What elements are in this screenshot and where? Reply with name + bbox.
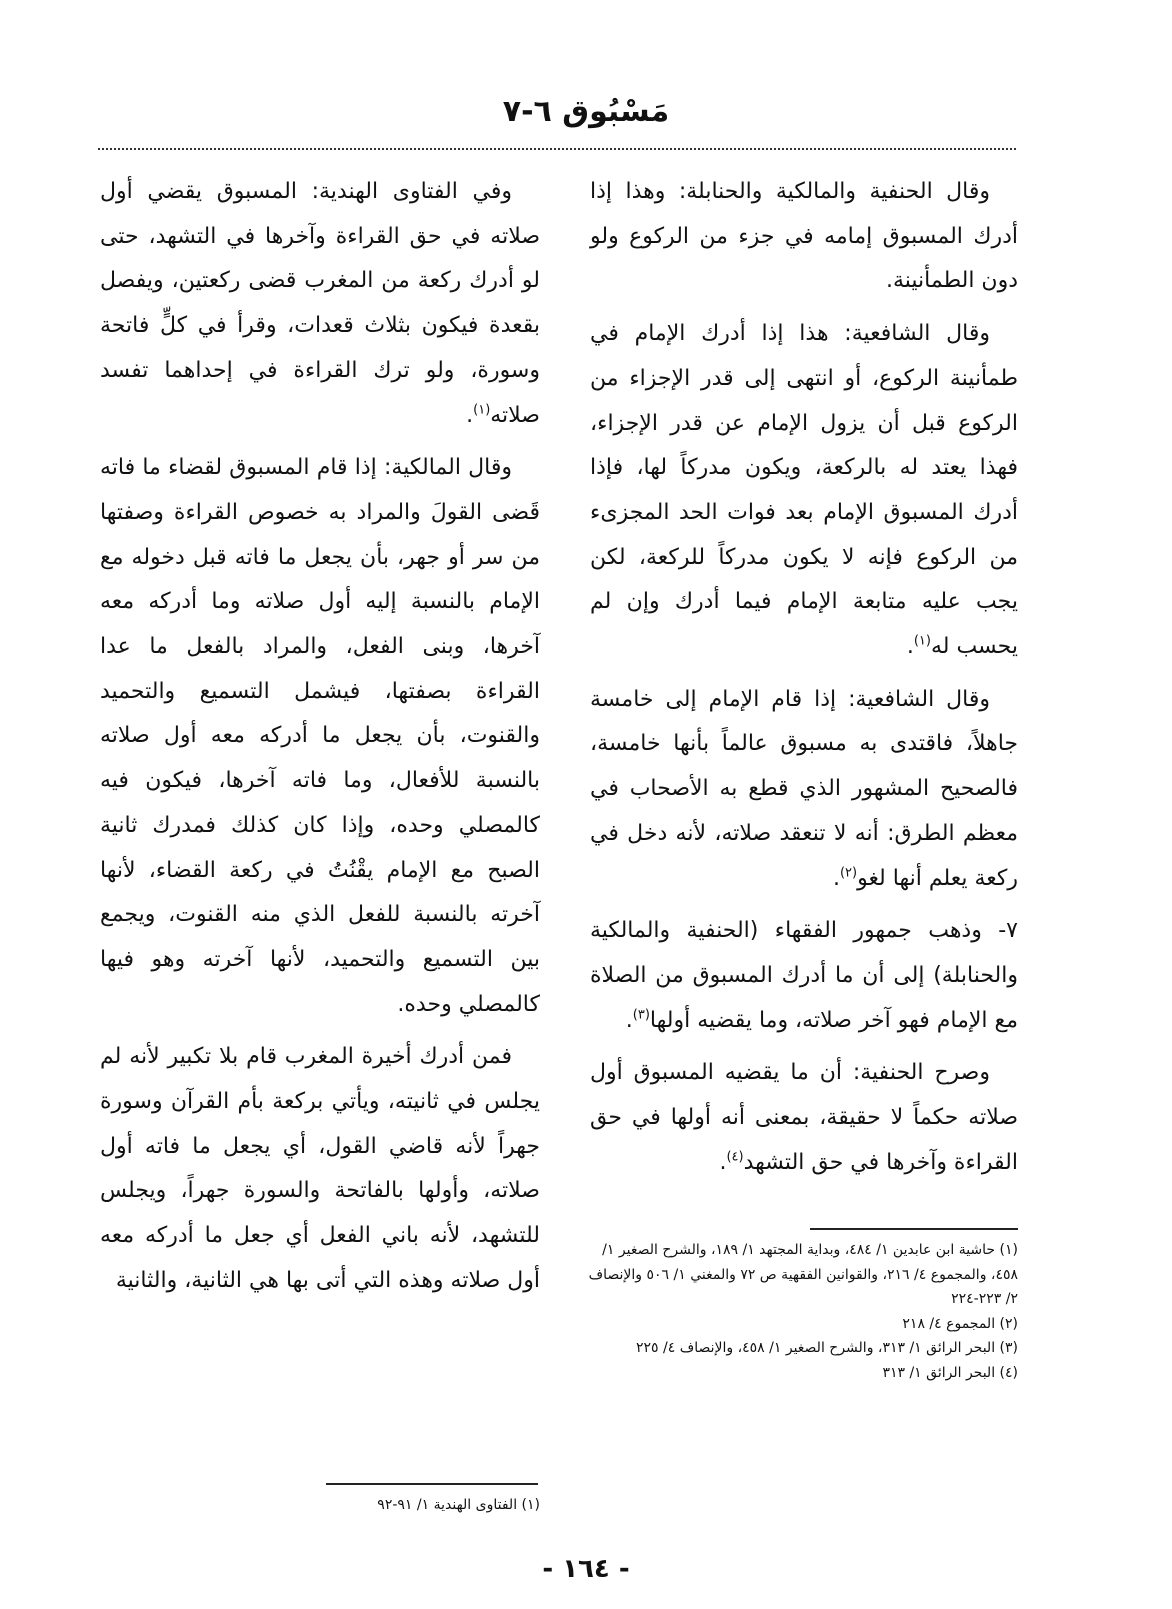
- footnote: (٣) البحر الرائق ١/ ٣١٣، والشرح الصغير ١/ ٤٥٨، والإنصاف ٤/ ٢٢٥: [635, 1340, 1018, 1356]
- footnote-separator: [810, 1228, 1018, 1230]
- footnote: (١) حاشية ابن عابدين ١/ ٤٨٤، وبداية المجتهد ١/ ١٨٩، والشرح الصغير ١/ ٤٥٨، والمجموع ٤/ ٢١٦، والقوانين الفقهية ص ٧٢ والمغني ١/ ٥٠٦ والإنصاف ٢/ ٢٢٣-٢٢٤: [588, 1242, 1018, 1307]
- footnote-ref: (٣): [632, 1007, 650, 1023]
- footnote-ref: (١): [913, 633, 931, 649]
- footnotes-left: [250, 1493, 540, 1518]
- paragraph: وصرح الحنفية: أن ما يقضيه المسبوق أول صلاته حكماً لا حقيقة، بمعنى أنه أولها في حق القراءة وآخرها في حق التشهد$^{(٤)}$.: [590, 1060, 1018, 1175]
- page-header: [0, 92, 1172, 132]
- page-title: مَسْبُوق ٦-٧: [502, 94, 670, 129]
- left-column: [100, 170, 540, 1312]
- section-paragraph: ٧- وذهب جمهور الفقهاء (الحنفية والمالكية والحنابلة) إلى أن ما أدرك المسبوق من الصلاة مع الإمام فهو آخر صلاته، وما يقضيه أولها$^{(٣)}$.: [590, 918, 1018, 1033]
- footnote-separator: [326, 1483, 538, 1485]
- paragraph: وقال الحنفية والمالكية والحنابلة: وهذا إذا أدرك المسبوق إمامه في جزء من الركوع ولو دون الطمأنينة.: [590, 179, 1018, 294]
- footnote: (١) الفتاوى الهندية ١/ ٩١-٩٢: [377, 1497, 540, 1513]
- paragraph: وفي الفتاوى الهندية: المسبوق يقضي أول صلاته في حق القراءة وآخرها في التشهد، حتى لو أدرك ركعة من المغرب قضى ركعتين، ويفصل بقعدة فيكون بثلاث قعدات، وقرأ في كلٍّ فاتحة وسورة، ولو ترك القراءة في إحداهما تفسد صلاته$^{(١)}$.: [100, 179, 540, 428]
- right-column: [590, 170, 1018, 1193]
- header-dotted-rule: [98, 148, 1016, 150]
- paragraph: فمن أدرك أخيرة المغرب قام بلا تكبير لأنه لم يجلس في ثانيته، ويأتي بركعة بأم القرآن وسورة جهراً لأنه قاضي القول، أي يجعل ما فاته أول صلاته، وأولها بالفاتحة والسورة جهراً، ويجلس للتشهد، لأنه باني الفعل أي جعل ما أدركه معه أول صلاته وهذه التي أتى بها هي الثانية، والثانية: [100, 1044, 540, 1293]
- page-number: - ١٦٤ -: [542, 1554, 630, 1584]
- paragraph: وقال الشافعية: هذا إذا أدرك الإمام في طمأنينة الركوع، أو انتهى إلى قدر الإجزاء من الركوع قبل أن يزول الإمام عن قدر الإجزاء، فهذا يعتد له بالركعة، ويكون مدركاً لها، فإذا أدرك المسبوق الإمام بعد فوات الحد المجزىء من الركوع فإنه لا يكون مدركاً للركعة، لكن يجب عليه متابعة الإمام فيما أدرك وإن لم يحسب له$^{(١)}$.: [590, 321, 1018, 660]
- footnote: (٤) البحر الرائق ١/ ٣١٣: [882, 1364, 1018, 1381]
- footnote: (٢) المجموع ٤/ ٢١٨: [902, 1315, 1018, 1332]
- paragraph: وقال المالكية: إذا قام المسبوق لقضاء ما فاته قَضى القولَ والمراد به خصوص القراءة وصفتها من سر أو جهر، بأن يجعل ما فاته قبل دخوله مع الإمام بالنسبة إليه أول صلاته وما أدركه معه آخرها، وبنى الفعل، والمراد بالفعل ما عدا القراءة بصفتها، فيشمل التسميع والتحميد والقنوت، بأن يجعل ما أدركه معه أول صلاته بالنسبة للأفعال، وما فاته آخرها، فيكون فيه كالمصلي وحده، وإذا كان كذلك فمدرك ثانية الصبح مع الإمام يقْنُتُ في ركعة القضاء، لأنها آخرته بالنسبة للفعل الذي منه القنوت، ويجمع بين التسميع والتحميد، لأنها آخرته وهو فيها كالمصلي وحده.: [100, 455, 540, 1017]
- footnote-ref: (٤): [726, 1149, 744, 1165]
- footnote-ref: (٢): [839, 865, 858, 881]
- footnotes-right: [586, 1238, 1018, 1385]
- paragraph: وقال الشافعية: إذا قام الإمام إلى خامسة جاهلاً، فاقتدى به مسبوق عالماً بأنها خامسة، فالصحيح المشهور الذي قطع به الأصحاب في معظم الطرق: أنه لا تنعقد صلاته، لأنه دخل في ركعة يعلم أنها لغو$^{(٢)}$.: [590, 686, 1018, 891]
- footnote-ref: (١): [473, 402, 491, 418]
